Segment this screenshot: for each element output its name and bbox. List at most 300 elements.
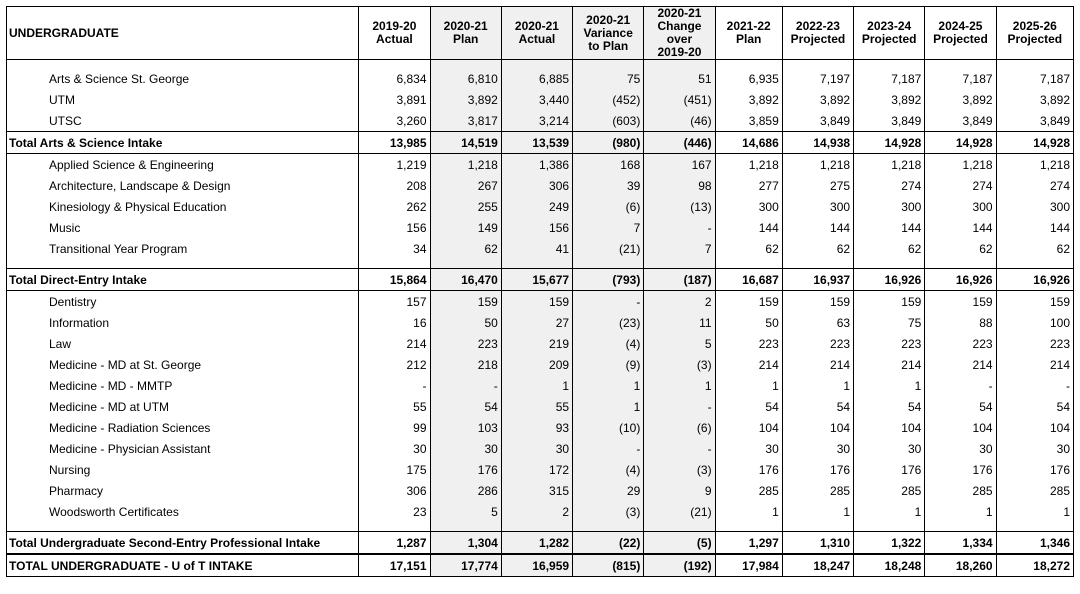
spacer-cell [501,60,572,69]
row-label: Arts & Science St. George [7,68,359,89]
value-cell: 156 [501,217,572,238]
value-cell: 30 [782,438,853,459]
value-cell: 99 [359,417,430,438]
value-cell: 176 [782,459,853,480]
value-cell: 7 [644,238,715,259]
spacer-cell [573,259,644,269]
table-row [7,291,1074,313]
value-cell: 100 [996,312,1073,333]
table-row [7,217,1074,238]
value-cell: - [644,217,715,238]
value-cell: 16,937 [782,269,853,291]
value-cell: (23) [573,312,644,333]
value-cell: 172 [501,459,572,480]
spacer-cell [359,60,430,69]
column-header: 2024-25 Projected [925,7,996,60]
value-cell: (6) [644,417,715,438]
value-cell: 30 [854,438,925,459]
value-cell: 29 [573,480,644,501]
row-label: Dentistry [7,291,359,313]
value-cell: (3) [644,459,715,480]
value-cell: 50 [430,312,501,333]
value-cell: 159 [925,291,996,313]
value-cell: 55 [359,396,430,417]
value-cell: 16,959 [501,554,572,577]
value-cell: 3,214 [501,110,572,132]
value-cell: (603) [573,110,644,132]
value-cell: (452) [573,89,644,110]
spacer-cell [782,522,853,532]
row-label: Kinesiology & Physical Education [7,196,359,217]
value-cell: 7,197 [782,68,853,89]
value-cell: 1 [501,375,572,396]
spacer-cell [854,259,925,269]
spacer-cell [782,60,853,69]
value-cell: (22) [573,532,644,555]
value-cell: 5 [430,501,501,522]
value-cell: 1 [854,501,925,522]
value-cell: 300 [854,196,925,217]
table-row [7,238,1074,259]
row-label: Total Arts & Science Intake [7,132,359,154]
value-cell: 1,218 [782,154,853,176]
value-cell: 18,260 [925,554,996,577]
value-cell: 6,935 [715,68,782,89]
value-cell: 212 [359,354,430,375]
value-cell: 300 [996,196,1073,217]
value-cell: 3,892 [430,89,501,110]
value-cell: 1 [715,375,782,396]
table-row [7,459,1074,480]
value-cell: 18,247 [782,554,853,577]
value-cell: 1,218 [996,154,1073,176]
spacer-cell [430,522,501,532]
value-cell: 149 [430,217,501,238]
row-label: UTM [7,89,359,110]
column-header: 2021-22 Plan [715,7,782,60]
value-cell: 55 [501,396,572,417]
value-cell: 159 [996,291,1073,313]
value-cell: 16,926 [854,269,925,291]
value-cell: 176 [430,459,501,480]
value-cell: 175 [359,459,430,480]
header-row [7,7,1074,60]
spacer-cell [501,522,572,532]
value-cell: 285 [782,480,853,501]
value-cell: 3,440 [501,89,572,110]
column-header: 2023-24 Projected [854,7,925,60]
spacer-cell [996,522,1073,532]
value-cell: 3,891 [359,89,430,110]
value-cell: 104 [925,417,996,438]
row-label: Nursing [7,459,359,480]
value-cell: 1,386 [501,154,572,176]
value-cell: 159 [430,291,501,313]
grand-total-row [7,554,1074,577]
spacer-cell [715,259,782,269]
value-cell: 93 [501,417,572,438]
value-cell: 30 [925,438,996,459]
spacer-cell [715,522,782,532]
value-cell: (9) [573,354,644,375]
column-header: 2022-23 Projected [782,7,853,60]
value-cell: (21) [573,238,644,259]
value-cell: 62 [430,238,501,259]
value-cell: 104 [782,417,853,438]
row-label: Information [7,312,359,333]
value-cell: 214 [359,333,430,354]
value-cell: 63 [782,312,853,333]
value-cell: 214 [854,354,925,375]
row-label: Total Direct-Entry Intake [7,269,359,291]
value-cell: (446) [644,132,715,154]
spacer-cell [7,60,359,69]
value-cell: 274 [854,175,925,196]
row-label: Law [7,333,359,354]
value-cell: 14,928 [854,132,925,154]
column-header: 2020-21 Variance to Plan [573,7,644,60]
value-cell: 30 [715,438,782,459]
spacer-cell [925,522,996,532]
row-label: Medicine - MD at St. George [7,354,359,375]
value-cell: 315 [501,480,572,501]
value-cell: 9 [644,480,715,501]
row-label: Architecture, Landscape & Design [7,175,359,196]
row-label: Total Undergraduate Second-Entry Professional Intake [7,532,359,555]
value-cell: 285 [996,480,1073,501]
value-cell: 3,892 [715,89,782,110]
value-cell: - [573,438,644,459]
value-cell: 75 [573,68,644,89]
value-cell: 1 [782,375,853,396]
value-cell: (21) [644,501,715,522]
value-cell: 104 [854,417,925,438]
value-cell: 208 [359,175,430,196]
value-cell: 13,985 [359,132,430,154]
value-cell: 223 [782,333,853,354]
value-cell: (187) [644,269,715,291]
value-cell: (793) [573,269,644,291]
section-label: UNDERGRADUATE [7,7,359,60]
value-cell: 249 [501,196,572,217]
value-cell: 14,928 [925,132,996,154]
table-row [7,175,1074,196]
value-cell: (4) [573,333,644,354]
spacer-cell [644,60,715,69]
value-cell: - [996,375,1073,396]
value-cell: 18,272 [996,554,1073,577]
value-cell: 286 [430,480,501,501]
value-cell: 41 [501,238,572,259]
value-cell: 7 [573,217,644,238]
table-row [7,438,1074,459]
value-cell: 144 [715,217,782,238]
value-cell: 7,187 [925,68,996,89]
value-cell: 16,470 [430,269,501,291]
value-cell: 18,248 [854,554,925,577]
value-cell: 17,984 [715,554,782,577]
value-cell: 1 [996,501,1073,522]
value-cell: (815) [573,554,644,577]
value-cell: 3,817 [430,110,501,132]
value-cell: 62 [996,238,1073,259]
value-cell: 50 [715,312,782,333]
value-cell: 104 [715,417,782,438]
row-label: Medicine - Radiation Sciences [7,417,359,438]
value-cell: 17,151 [359,554,430,577]
value-cell: - [573,291,644,313]
spacer-cell [854,522,925,532]
value-cell: 1,334 [925,532,996,555]
spacer-cell [573,60,644,69]
spacer-cell [430,60,501,69]
value-cell: 1 [782,501,853,522]
value-cell: 11 [644,312,715,333]
value-cell: 17,774 [430,554,501,577]
value-cell: 223 [715,333,782,354]
value-cell: 3,849 [782,110,853,132]
spacer-cell [782,259,853,269]
spacer-cell [644,522,715,532]
row-label: Applied Science & Engineering [7,154,359,176]
value-cell: 214 [996,354,1073,375]
value-cell: 1,287 [359,532,430,555]
value-cell: 34 [359,238,430,259]
row-label: Medicine - MD - MMTP [7,375,359,396]
spacer-cell [996,60,1073,69]
spacer-cell [573,522,644,532]
value-cell: 159 [854,291,925,313]
value-cell: 300 [715,196,782,217]
value-cell: 300 [925,196,996,217]
value-cell: 1,322 [854,532,925,555]
value-cell: 285 [715,480,782,501]
spacer-cell [644,259,715,269]
value-cell: 1,304 [430,532,501,555]
value-cell: 275 [782,175,853,196]
spacer-row [7,60,1074,69]
value-cell: 306 [501,175,572,196]
row-label: Medicine - Physician Assistant [7,438,359,459]
column-header: 2019-20 Actual [359,7,430,60]
value-cell: 30 [501,438,572,459]
value-cell: 3,892 [782,89,853,110]
row-label: Pharmacy [7,480,359,501]
undergraduate-intake-table [6,6,1074,577]
value-cell: 144 [996,217,1073,238]
table-row [7,312,1074,333]
value-cell: 1 [573,375,644,396]
value-cell: 103 [430,417,501,438]
value-cell: 16,926 [996,269,1073,291]
column-header: 2020-21 Plan [430,7,501,60]
value-cell: 167 [644,154,715,176]
value-cell: 62 [854,238,925,259]
value-cell: 274 [996,175,1073,196]
row-label: Medicine - MD at UTM [7,396,359,417]
value-cell: 267 [430,175,501,196]
value-cell: 1 [644,375,715,396]
value-cell: 16 [359,312,430,333]
value-cell: 5 [644,333,715,354]
value-cell: 209 [501,354,572,375]
spacer-cell [925,60,996,69]
value-cell: 1 [715,501,782,522]
value-cell: 285 [925,480,996,501]
value-cell: 6,834 [359,68,430,89]
value-cell: (10) [573,417,644,438]
value-cell: 3,859 [715,110,782,132]
spacer-cell [925,259,996,269]
value-cell: 88 [925,312,996,333]
table-row [7,396,1074,417]
value-cell: 157 [359,291,430,313]
value-cell: - [644,396,715,417]
value-cell: 144 [925,217,996,238]
value-cell: 3,260 [359,110,430,132]
spacer-cell [430,259,501,269]
value-cell: 6,810 [430,68,501,89]
value-cell: 262 [359,196,430,217]
value-cell: 223 [854,333,925,354]
value-cell: 15,677 [501,269,572,291]
table-row [7,196,1074,217]
spacer-cell [359,259,430,269]
row-label: Music [7,217,359,238]
value-cell: 30 [359,438,430,459]
value-cell: 3,849 [996,110,1073,132]
value-cell: 54 [854,396,925,417]
value-cell: 156 [359,217,430,238]
value-cell: (46) [644,110,715,132]
value-cell: 2 [644,291,715,313]
value-cell: 75 [854,312,925,333]
value-cell: 144 [782,217,853,238]
table-row [7,480,1074,501]
table-row [7,417,1074,438]
value-cell: (980) [573,132,644,154]
total-row [7,132,1074,154]
row-label: TOTAL UNDERGRADUATE - U of T INTAKE [7,554,359,577]
value-cell: 1,310 [782,532,853,555]
value-cell: 14,928 [996,132,1073,154]
value-cell: 62 [715,238,782,259]
value-cell: 23 [359,501,430,522]
spacer-row [7,259,1074,269]
value-cell: 14,686 [715,132,782,154]
value-cell: 54 [925,396,996,417]
total-row [7,532,1074,555]
value-cell: (451) [644,89,715,110]
value-cell: 54 [782,396,853,417]
value-cell: 14,519 [430,132,501,154]
value-cell: 62 [925,238,996,259]
value-cell: 30 [430,438,501,459]
column-header: 2025-26 Projected [996,7,1073,60]
value-cell: (4) [573,459,644,480]
spacer-cell [359,522,430,532]
value-cell: 306 [359,480,430,501]
table-row [7,154,1074,176]
value-cell: 1,282 [501,532,572,555]
value-cell: 30 [996,438,1073,459]
value-cell: 1 [854,375,925,396]
total-row [7,269,1074,291]
spacer-cell [715,60,782,69]
value-cell: 3,849 [925,110,996,132]
spacer-cell [7,522,359,532]
table-row [7,501,1074,522]
table-row [7,89,1074,110]
value-cell: 176 [715,459,782,480]
value-cell: 223 [430,333,501,354]
value-cell: 285 [854,480,925,501]
value-cell: 274 [925,175,996,196]
value-cell: 214 [715,354,782,375]
value-cell: 16,926 [925,269,996,291]
value-cell: - [644,438,715,459]
value-cell: 54 [430,396,501,417]
table-body [7,7,1074,577]
value-cell: 7,187 [996,68,1073,89]
value-cell: (3) [644,354,715,375]
value-cell: 1,218 [430,154,501,176]
value-cell: 7,187 [854,68,925,89]
spacer-cell [7,259,359,269]
value-cell: 15,864 [359,269,430,291]
value-cell: 1,297 [715,532,782,555]
value-cell: 1,346 [996,532,1073,555]
value-cell: 1,218 [715,154,782,176]
value-cell: 159 [782,291,853,313]
column-header: 2020-21 Actual [501,7,572,60]
value-cell: (5) [644,532,715,555]
value-cell: (192) [644,554,715,577]
value-cell: 3,892 [925,89,996,110]
value-cell: 223 [925,333,996,354]
spacer-cell [996,259,1073,269]
value-cell: 3,892 [996,89,1073,110]
table-row [7,110,1074,132]
row-label: UTSC [7,110,359,132]
table-row [7,354,1074,375]
value-cell: 16,687 [715,269,782,291]
value-cell: - [359,375,430,396]
value-cell: 98 [644,175,715,196]
value-cell: 176 [854,459,925,480]
intake-table-container [6,6,1074,577]
value-cell: 159 [501,291,572,313]
value-cell: 1,219 [359,154,430,176]
value-cell: (6) [573,196,644,217]
spacer-row [7,522,1074,532]
value-cell: 214 [782,354,853,375]
value-cell: 168 [573,154,644,176]
value-cell: 27 [501,312,572,333]
value-cell: 159 [715,291,782,313]
column-header: 2020-21 Change over 2019-20 [644,7,715,60]
value-cell: 1,218 [854,154,925,176]
value-cell: 277 [715,175,782,196]
value-cell: 1 [925,501,996,522]
table-row [7,375,1074,396]
value-cell: 144 [854,217,925,238]
value-cell: 3,849 [854,110,925,132]
value-cell: 219 [501,333,572,354]
value-cell: 14,938 [782,132,853,154]
value-cell: - [925,375,996,396]
value-cell: 176 [925,459,996,480]
